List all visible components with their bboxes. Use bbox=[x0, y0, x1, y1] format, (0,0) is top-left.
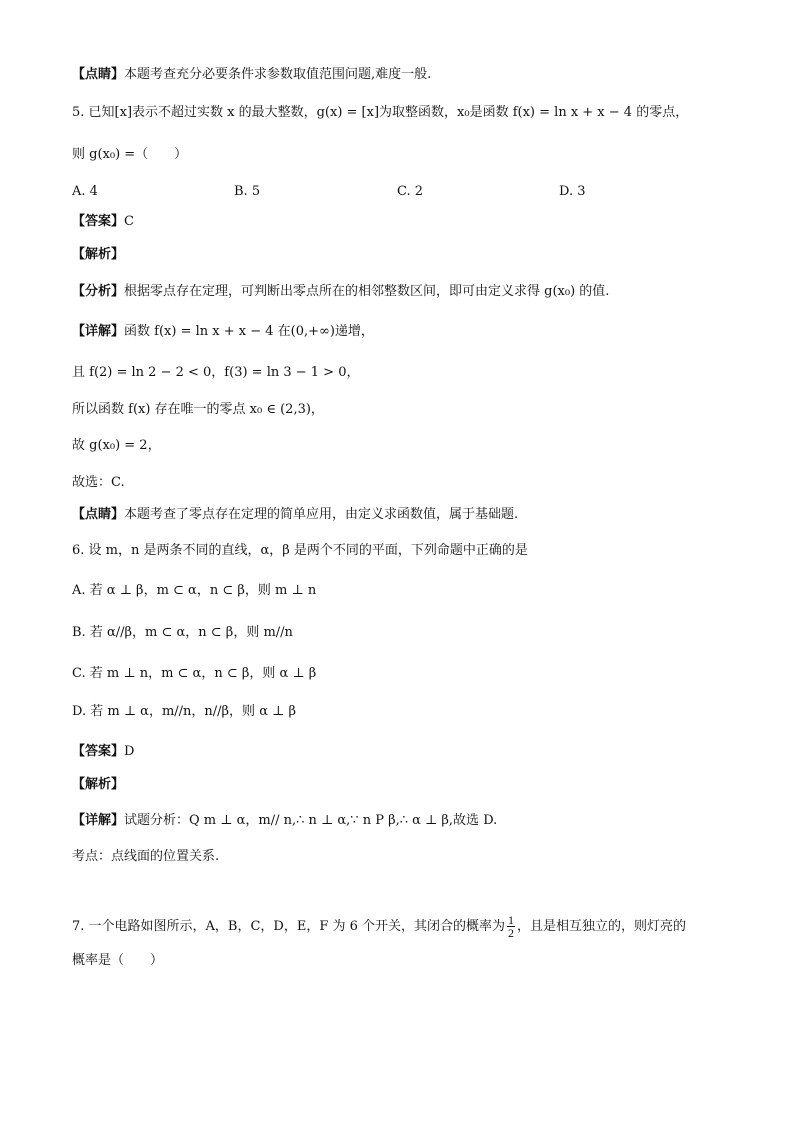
fenxi-label: 【分析】 bbox=[72, 284, 125, 299]
q6-option-d: D. 若 m ⊥ α，m//n，n//β，则 α ⊥ β bbox=[72, 704, 296, 719]
q5-option-a: A. 4 bbox=[72, 184, 98, 199]
answer-label: 【答案】 bbox=[72, 744, 125, 759]
xiangjie-label: 【详解】 bbox=[72, 324, 125, 339]
q6-answer: D bbox=[124, 744, 135, 759]
q7-stem-line1 bbox=[72, 914, 686, 939]
q5-detail-line5: 故选：C. bbox=[72, 475, 125, 490]
q5-note-line bbox=[72, 506, 518, 524]
jiexi-label: 【解析】 bbox=[72, 247, 125, 262]
q5-note-text: 本题考查了零点存在定理的简单应用，由定义求函数值，属于基础题. bbox=[124, 507, 519, 522]
q5-stem-line2: 则 g(x₀) =（ ） bbox=[72, 147, 188, 162]
q5-stem-line1: 5. 已知[x]表示不超过实数 x 的最大整数，g(x) = [x]为取整函数，x₀是函数 f(x) = ln x + x − 4 的零点， bbox=[72, 105, 689, 120]
fraction-numerator: 1 bbox=[508, 913, 515, 927]
q5-detail-line1 bbox=[72, 323, 374, 341]
q6-answer-line bbox=[72, 743, 134, 761]
q7-stem-b: ，且是相互独立的，则灯亮的 bbox=[517, 919, 687, 934]
q5-answer: C bbox=[124, 214, 134, 229]
q5-detail-line3: 所以函数 f(x) 存在唯一的零点 x₀ ∈ (2,3)， bbox=[72, 402, 324, 417]
q6-detail-line bbox=[72, 812, 497, 830]
q7-probability-fraction bbox=[507, 914, 515, 939]
q5-analysis-text: 根据零点存在定理，可判断出零点所在的相邻整数区间，即可由定义求得 g(x₀) 的值. bbox=[124, 284, 610, 299]
dianjing-label: 【点睛】 bbox=[72, 67, 125, 82]
q5-option-d: D. 3 bbox=[559, 184, 586, 199]
jiexi-label: 【解析】 bbox=[72, 777, 125, 792]
prev-note-line bbox=[72, 66, 431, 84]
fraction-denominator: 2 bbox=[508, 926, 515, 940]
q6-kaodian: 考点：点线面的位置关系. bbox=[72, 849, 220, 864]
xiangjie-label: 【详解】 bbox=[72, 813, 125, 828]
q5-option-c: C. 2 bbox=[397, 184, 424, 199]
q6-detail-text: 试题分析：Q m ⊥ α，m// n,∴ n ⊥ α,∵ n P β,∴ α ⊥ β,故选 D. bbox=[124, 813, 498, 828]
q7-stem-line2: 概率是（ ） bbox=[72, 953, 164, 968]
q5-answer-line bbox=[72, 213, 134, 231]
prev-note-text: 本题考查充分必要条件求参数取值范围问题,难度一般. bbox=[124, 67, 432, 82]
q5-detail-line4: 故 g(x₀) = 2， bbox=[72, 438, 161, 453]
q5-detail-1: 函数 f(x) = ln x + x − 4 在(0,+∞)递增， bbox=[124, 324, 374, 339]
q5-jiexi-line bbox=[72, 246, 124, 264]
q5-detail-line2: 且 f(2) = ln 2 − 2 < 0，f(3) = ln 3 − 1 > 0， bbox=[72, 365, 360, 380]
dianjing-label: 【点睛】 bbox=[72, 507, 125, 522]
q5-option-b: B. 5 bbox=[234, 184, 261, 199]
q6-option-a: A. 若 α ⊥ β，m ⊂ α，n ⊂ β，则 m ⊥ n bbox=[72, 583, 317, 598]
q5-analysis-line bbox=[72, 283, 609, 301]
q6-option-b: B. 若 α//β，m ⊂ α，n ⊂ β，则 m//n bbox=[72, 625, 293, 640]
q7-stem-a: 7. 一个电路如图所示，A，B，C，D，E，F 为 6 个开关，其闭合的概率为 bbox=[72, 919, 506, 934]
q6-stem: 6. 设 m，n 是两条不同的直线，α，β 是两个不同的平面，下列命题中正确的是 bbox=[72, 543, 528, 558]
q6-jiexi-line bbox=[72, 776, 124, 794]
answer-label: 【答案】 bbox=[72, 214, 125, 229]
q6-option-c: C. 若 m ⊥ n，m ⊂ α，n ⊂ β，则 α ⊥ β bbox=[72, 666, 317, 681]
